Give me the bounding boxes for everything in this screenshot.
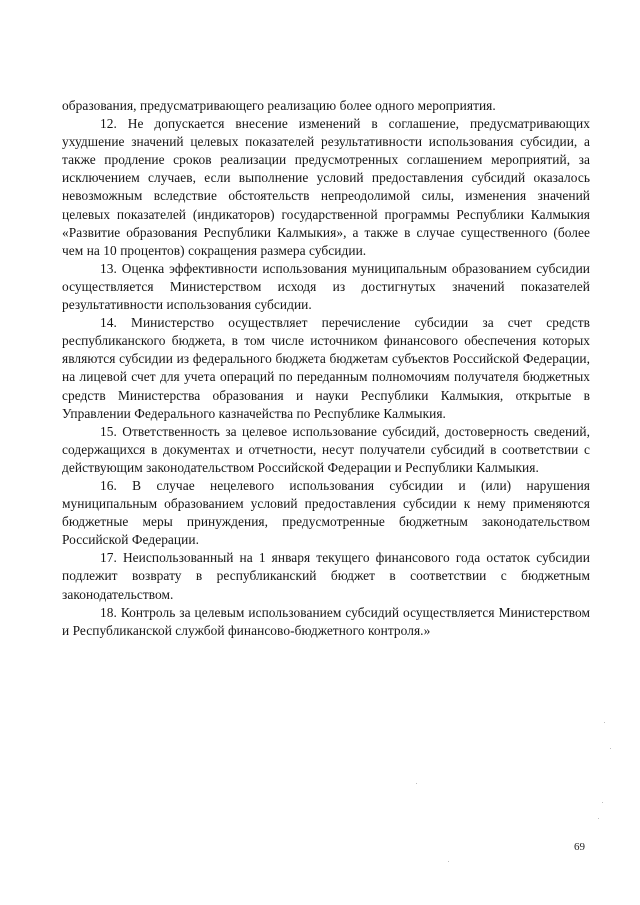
paragraph-15: 15. Ответственность за целевое использование субсидий, достоверность сведений, содержащихся в документах и отчетности, несут получатели субсидий в соответствии с действующим законодательством Российской Федерации и Республики Калмыкия.: [62, 423, 590, 475]
paragraph-13: 13. Оценка эффективности использования муниципальным образованием субсидии осуществляется Министерством исходя из достигнутых значений показателей результативности использования субсидии.: [62, 260, 590, 313]
scan-speck: [598, 818, 599, 819]
paragraph-16: 16. В случае нецелевого использования субсидии и (или) нарушения муниципальным образованием условий предоставления субсидии к нему применяются бюджетные меры принуждения, предусмотренные бюджетным законодательством Российской Федерации.: [62, 477, 590, 548]
page-number: 69: [574, 841, 585, 853]
paragraph-14: 14. Министерство осуществляет перечисление субсидии за счет средств республиканского бюджета, в том числе источником финансового обеспечения которых являются субсидии из федерального бюджета бюджетам субъектов Российской Федерации, на лицевой счет для учета операций по переданным полномочиям получателя бюджетных средств Министерства образования и науки Республики Калмыкия, открытые в Управлении Федерального казначейства по Республике Калмыкия.: [62, 315, 590, 421]
document-body: [62, 97, 590, 640]
scan-speck: [610, 748, 611, 749]
paragraph-12: 12. Не допускается внесение изменений в соглашение, предусматривающих ухудшение значений целевых показателей результативности использования субсидии, а также продление сроков реализации предусмотренных соглашением мероприятий, за исключением случаев, если выполнение условий предоставления субсидий оказалось невозможным вследствие обстоятельств непреодолимой силы, изменения значений целевых показателей (индикаторов) государственной программы Республики Калмыкия «Развитие образования Республики Калмыкия», а также в случае существенного (более чем на 10 процентов) сокращения размера субсидии.: [62, 116, 590, 258]
scan-speck: [604, 722, 605, 723]
paragraph-17: 17. Неиспользованный на 1 января текущего финансового года остаток субсидии подлежит возврату в республиканский бюджет в соответствии с бюджетным законодательством.: [62, 550, 590, 602]
scan-speck: [448, 861, 449, 862]
scan-speck: [602, 802, 603, 803]
paragraph-18: 18. Контроль за целевым использованием субсидий осуществляется Министерством и Республиканской службой финансово-бюджетного контроля.»: [62, 604, 590, 638]
paragraph-continuation: образования, предусматривающего реализацию более одного мероприятия.: [62, 98, 496, 113]
scan-speck: [416, 783, 417, 784]
